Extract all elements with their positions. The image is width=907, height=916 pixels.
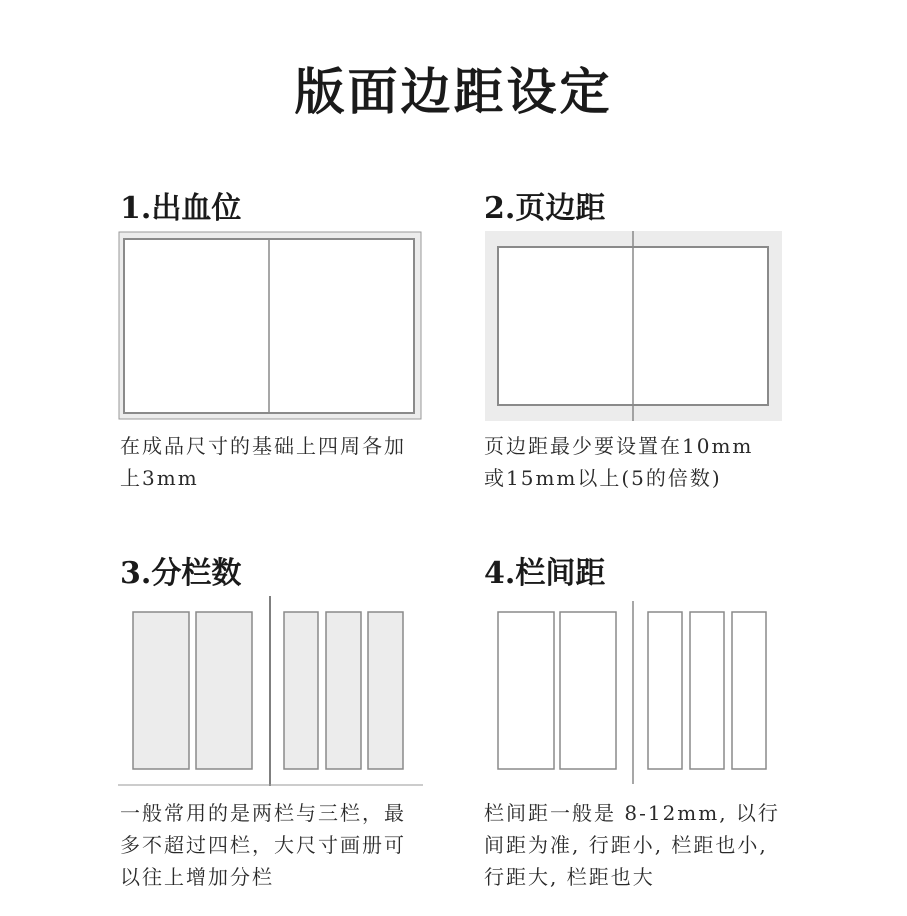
column-box <box>648 612 682 769</box>
description-columns: 一般常用的是两栏与三栏，最 多不超过四栏，大尺寸画册可 以往上增加分栏 <box>120 801 406 889</box>
description-gutter: 栏间距一般是 8-12mm, 以行 间距为准, 行距小, 栏距也小, 行距大, 栏距也大 <box>484 801 780 889</box>
columns-diagram <box>118 596 423 788</box>
column-box <box>368 612 403 769</box>
column-box <box>133 612 189 769</box>
column-box <box>732 612 766 769</box>
gutter-diagram <box>485 596 785 788</box>
column-box <box>560 612 616 769</box>
column-box <box>284 612 318 769</box>
description-bleed: 在成品尺寸的基础上四周各加 上3mm <box>120 434 406 490</box>
bleed-diagram <box>118 231 423 421</box>
column-box <box>196 612 252 769</box>
heading-columns: 3.分栏数 <box>120 556 242 591</box>
description-margins: 页边距最少要设置在10mm 或15mm以上(5的倍数) <box>484 434 754 490</box>
column-box <box>690 612 724 769</box>
margin-diagram <box>485 231 782 421</box>
heading-margins: 2.页边距 <box>484 191 606 226</box>
heading-gutter: 4.栏间距 <box>484 556 606 591</box>
page-title: 版面边距设定 <box>294 62 613 121</box>
column-box <box>498 612 554 769</box>
column-box <box>326 612 361 769</box>
heading-bleed: 1.出血位 <box>120 191 242 226</box>
